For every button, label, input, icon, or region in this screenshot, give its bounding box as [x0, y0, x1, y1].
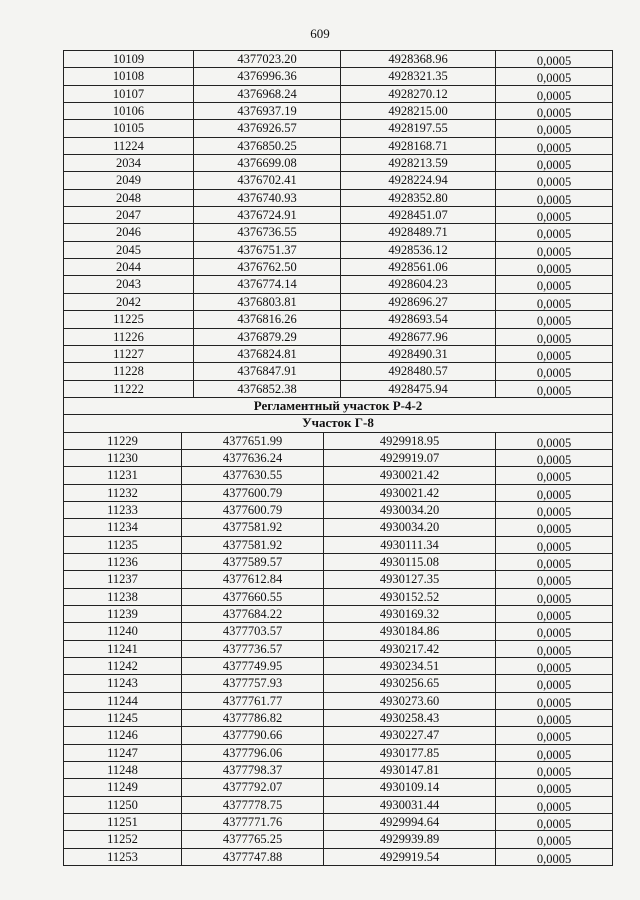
point-number-cell: 11232 [64, 485, 182, 501]
point-number-cell: 11226 [64, 329, 194, 345]
precision-cell: 0,0005 [536, 262, 572, 276]
precision-cell: 0,0005 [536, 383, 572, 397]
point-number-cell: 11239 [64, 606, 182, 622]
y-coordinate-cell: 4930258.43 [324, 710, 496, 726]
point-number-cell: 11231 [64, 467, 182, 483]
precision-cell: 0,0005 [536, 799, 572, 814]
precision-cell: 0,0005 [536, 175, 572, 189]
y-coordinate-cell: 4930147.81 [324, 762, 496, 778]
point-number-cell: 11242 [64, 658, 182, 674]
precision-cell: 0,0005 [536, 331, 572, 345]
point-number-cell: 11235 [64, 537, 182, 553]
x-coordinate-cell: 4377023.20 [194, 51, 341, 67]
y-coordinate-cell: 4928368.96 [341, 51, 496, 67]
point-number-cell: 2043 [64, 276, 194, 292]
x-coordinate-cell: 4376702.41 [194, 172, 341, 188]
x-coordinate-cell: 4376850.25 [194, 138, 341, 154]
point-number-cell: 11240 [64, 623, 182, 639]
point-number-cell: 2045 [64, 242, 194, 258]
x-coordinate-cell: 4376926.57 [194, 120, 341, 136]
y-coordinate-cell: 4928197.55 [341, 120, 496, 136]
precision-cell: 0,0005 [536, 626, 572, 640]
precision-cell: 0,0005 [536, 88, 572, 103]
point-number-cell: 11230 [64, 450, 182, 466]
y-coordinate-cell: 4930034.20 [324, 502, 496, 518]
precision-cell: 0,0005 [536, 556, 572, 571]
table-row [64, 154, 612, 171]
x-coordinate-cell: 4377736.57 [182, 641, 324, 657]
point-number-cell: 2049 [64, 172, 194, 188]
y-coordinate-cell: 4930021.42 [324, 467, 496, 483]
y-coordinate-cell: 4930021.42 [324, 485, 496, 501]
y-coordinate-cell: 4930111.34 [324, 537, 496, 553]
y-coordinate-cell: 4930169.32 [324, 606, 496, 622]
x-coordinate-cell: 4377684.22 [182, 606, 324, 622]
precision-cell: 0,0005 [536, 348, 572, 363]
x-coordinate-cell: 4376852.38 [194, 381, 341, 397]
x-coordinate-cell: 4376847.91 [194, 363, 341, 379]
point-number-cell: 11252 [64, 831, 182, 847]
y-coordinate-cell: 4928561.06 [341, 259, 496, 275]
point-number-cell: 11229 [64, 433, 182, 449]
precision-cell: 0,0005 [536, 487, 572, 501]
y-coordinate-cell: 4928475.94 [341, 381, 496, 397]
y-coordinate-cell: 4928604.23 [341, 276, 496, 292]
x-coordinate-cell: 4377660.55 [182, 589, 324, 605]
precision-cell: 0,0005 [536, 71, 572, 85]
point-number-cell: 2044 [64, 259, 194, 275]
table-row [64, 674, 612, 691]
coordinates-table [63, 50, 613, 866]
y-coordinate-cell: 4930152.52 [324, 589, 496, 605]
precision-cell: 0,0005 [536, 730, 572, 744]
table-row [64, 293, 612, 310]
table-row [64, 310, 612, 327]
y-coordinate-cell: 4929994.64 [324, 814, 496, 830]
point-number-cell: 11241 [64, 641, 182, 657]
page-number: 609 [310, 26, 330, 41]
point-number-cell: 11248 [64, 762, 182, 778]
x-coordinate-cell: 4376774.14 [194, 276, 341, 292]
point-number-cell: 11247 [64, 745, 182, 761]
table-row [64, 171, 612, 188]
y-coordinate-cell: 4930273.60 [324, 693, 496, 709]
table-row [64, 726, 612, 743]
precision-cell: 0,0005 [536, 522, 572, 536]
x-coordinate-cell: 4376762.50 [194, 259, 341, 275]
precision-cell: 0,0005 [536, 591, 572, 605]
y-coordinate-cell: 4928490.31 [341, 346, 496, 362]
y-coordinate-cell: 4930034.20 [324, 519, 496, 535]
x-coordinate-cell: 4377749.95 [182, 658, 324, 674]
precision-cell: 0,0005 [536, 470, 572, 484]
precision-cell: 0,0005 [536, 296, 572, 311]
x-coordinate-cell: 4377778.75 [182, 797, 324, 813]
table-row [64, 67, 612, 84]
x-coordinate-cell: 4376816.26 [194, 311, 341, 327]
precision-cell: 0,0005 [536, 158, 572, 172]
x-coordinate-cell: 4376724.91 [194, 207, 341, 223]
table-row [64, 223, 612, 240]
y-coordinate-cell: 4928480.57 [341, 363, 496, 379]
subsection-heading: Участок Г-8 [64, 414, 612, 431]
point-number-cell: 11224 [64, 138, 194, 154]
y-coordinate-cell: 4930109.14 [324, 779, 496, 795]
point-number-cell: 2048 [64, 190, 194, 206]
x-coordinate-cell: 4377790.66 [182, 727, 324, 743]
y-coordinate-cell: 4930256.65 [324, 675, 496, 691]
point-number-cell: 11253 [64, 849, 182, 865]
y-coordinate-cell: 4928536.12 [341, 242, 496, 258]
table-row [64, 761, 612, 778]
point-number-cell: 11244 [64, 693, 182, 709]
table-row [64, 657, 612, 674]
x-coordinate-cell: 4377651.99 [182, 433, 324, 449]
precision-cell: 0,0005 [536, 192, 572, 207]
x-coordinate-cell: 4377765.25 [182, 831, 324, 847]
point-number-cell: 11250 [64, 797, 182, 813]
point-number-cell: 11249 [64, 779, 182, 795]
x-coordinate-cell: 4376968.24 [194, 86, 341, 102]
precision-cell: 0,0005 [536, 106, 572, 120]
point-number-cell: 10109 [64, 51, 194, 67]
table-row [64, 50, 612, 67]
table-row [64, 275, 612, 292]
precision-cell: 0,0005 [536, 817, 572, 831]
x-coordinate-cell: 4377630.55 [182, 467, 324, 483]
table-row [64, 484, 612, 501]
y-coordinate-cell: 4929918.95 [324, 433, 496, 449]
point-number-cell: 11233 [64, 502, 182, 518]
x-coordinate-cell: 4377636.24 [182, 450, 324, 466]
table-row [64, 206, 612, 223]
precision-cell: 0,0005 [536, 661, 572, 675]
y-coordinate-cell: 4930177.85 [324, 745, 496, 761]
table-row [64, 605, 612, 622]
table-row [64, 570, 612, 587]
point-number-cell: 11225 [64, 311, 194, 327]
point-number-cell: 11228 [64, 363, 194, 379]
x-coordinate-cell: 4376996.36 [194, 68, 341, 84]
table-row [64, 345, 612, 362]
y-coordinate-cell: 4928168.71 [341, 138, 496, 154]
y-coordinate-cell: 4930227.47 [324, 727, 496, 743]
table-row [64, 328, 612, 345]
table-row [64, 640, 612, 657]
precision-cell: 0,0005 [536, 279, 572, 293]
precision-cell: 0,0005 [536, 504, 572, 519]
x-coordinate-cell: 4376879.29 [194, 329, 341, 345]
point-number-cell: 11243 [64, 675, 182, 691]
table-row [64, 380, 612, 397]
y-coordinate-cell: 4928215.00 [341, 103, 496, 119]
y-coordinate-cell: 4928270.12 [341, 86, 496, 102]
x-coordinate-cell: 4377761.77 [182, 693, 324, 709]
table-row [64, 449, 612, 466]
point-number-cell: 2047 [64, 207, 194, 223]
y-coordinate-cell: 4928693.54 [341, 311, 496, 327]
precision-cell: 0,0005 [536, 366, 572, 380]
point-number-cell: 11245 [64, 710, 182, 726]
y-coordinate-cell: 4928213.59 [341, 155, 496, 171]
table-row [64, 362, 612, 379]
precision-cell: 0,0005 [536, 782, 572, 796]
x-coordinate-cell: 4377589.57 [182, 554, 324, 570]
table-row [64, 692, 612, 709]
point-number-cell: 10105 [64, 120, 194, 136]
point-number-cell: 2046 [64, 224, 194, 240]
point-number-cell: 11238 [64, 589, 182, 605]
precision-cell: 0,0005 [536, 678, 572, 692]
table-row [64, 501, 612, 518]
point-number-cell: 10107 [64, 86, 194, 102]
x-coordinate-cell: 4377792.07 [182, 779, 324, 795]
point-number-cell: 10108 [64, 68, 194, 84]
x-coordinate-cell: 4376824.81 [194, 346, 341, 362]
x-coordinate-cell: 4376740.93 [194, 190, 341, 206]
y-coordinate-cell: 4929919.07 [324, 450, 496, 466]
x-coordinate-cell: 4377600.79 [182, 485, 324, 501]
precision-cell: 0,0005 [536, 643, 572, 658]
table-row [64, 622, 612, 639]
y-coordinate-cell: 4930115.08 [324, 554, 496, 570]
y-coordinate-cell: 4930217.42 [324, 641, 496, 657]
precision-cell: 0,0005 [536, 314, 572, 328]
y-coordinate-cell: 4928224.94 [341, 172, 496, 188]
y-coordinate-cell: 4930234.51 [324, 658, 496, 674]
table-row [64, 189, 612, 206]
y-coordinate-cell: 4928677.96 [341, 329, 496, 345]
precision-cell: 0,0005 [536, 747, 572, 762]
x-coordinate-cell: 4376803.81 [194, 294, 341, 310]
point-number-cell: 2042 [64, 294, 194, 310]
table-row [64, 241, 612, 258]
table-row [64, 102, 612, 119]
table-row [64, 813, 612, 830]
x-coordinate-cell: 4376937.19 [194, 103, 341, 119]
x-coordinate-cell: 4377612.84 [182, 571, 324, 587]
x-coordinate-cell: 4377796.06 [182, 745, 324, 761]
table-row [64, 796, 612, 813]
precision-cell: 0,0005 [536, 452, 572, 467]
precision-cell: 0,0005 [536, 713, 572, 727]
precision-cell: 0,0005 [536, 244, 572, 259]
precision-cell: 0,0005 [536, 851, 572, 866]
x-coordinate-cell: 4377703.57 [182, 623, 324, 639]
table-row [64, 536, 612, 553]
x-coordinate-cell: 4377771.76 [182, 814, 324, 830]
point-number-cell: 11246 [64, 727, 182, 743]
x-coordinate-cell: 4377786.82 [182, 710, 324, 726]
y-coordinate-cell: 4928451.07 [341, 207, 496, 223]
x-coordinate-cell: 4376736.55 [194, 224, 341, 240]
table-row [64, 553, 612, 570]
point-number-cell: 11236 [64, 554, 182, 570]
point-number-cell: 11222 [64, 381, 194, 397]
x-coordinate-cell: 4377600.79 [182, 502, 324, 518]
x-coordinate-cell: 4377581.92 [182, 537, 324, 553]
table-row [64, 137, 612, 154]
table-row [64, 119, 612, 136]
precision-cell: 0,0005 [536, 54, 572, 68]
precision-cell: 0,0005 [536, 140, 572, 155]
point-number-cell: 10106 [64, 103, 194, 119]
precision-cell: 0,0005 [536, 834, 572, 848]
y-coordinate-cell: 4929939.89 [324, 831, 496, 847]
table-row [64, 85, 612, 102]
point-number-cell: 11251 [64, 814, 182, 830]
table-body-lower [64, 432, 612, 866]
x-coordinate-cell: 4377747.88 [182, 849, 324, 865]
precision-cell: 0,0005 [536, 123, 572, 137]
table-body-upper [64, 50, 612, 397]
precision-cell: 0,0005 [536, 210, 572, 224]
x-coordinate-cell: 4376751.37 [194, 242, 341, 258]
precision-cell: 0,0005 [536, 574, 572, 588]
x-coordinate-cell: 4377581.92 [182, 519, 324, 535]
y-coordinate-cell: 4928696.27 [341, 294, 496, 310]
x-coordinate-cell: 4377757.93 [182, 675, 324, 691]
point-number-cell: 11234 [64, 519, 182, 535]
precision-cell: 0,0005 [536, 227, 572, 241]
table-row [64, 466, 612, 483]
table-row [64, 744, 612, 761]
y-coordinate-cell: 4930184.86 [324, 623, 496, 639]
point-number-cell: 11237 [64, 571, 182, 587]
y-coordinate-cell: 4928321.35 [341, 68, 496, 84]
table-row [64, 258, 612, 275]
point-number-cell: 11227 [64, 346, 194, 362]
precision-cell: 0,0005 [536, 435, 572, 449]
table-row [64, 518, 612, 535]
x-coordinate-cell: 4376699.08 [194, 155, 341, 171]
precision-cell: 0,0005 [536, 539, 572, 553]
point-number-cell: 2034 [64, 155, 194, 171]
x-coordinate-cell: 4377798.37 [182, 762, 324, 778]
precision-cell: 0,0005 [536, 609, 572, 623]
table-row [64, 778, 612, 795]
table-row [64, 432, 612, 449]
y-coordinate-cell: 4928489.71 [341, 224, 496, 240]
y-coordinate-cell: 4929919.54 [324, 849, 496, 865]
y-coordinate-cell: 4928352.80 [341, 190, 496, 206]
table-row [64, 848, 612, 865]
y-coordinate-cell: 4930031.44 [324, 797, 496, 813]
table-row [64, 709, 612, 726]
precision-cell: 0,0005 [536, 765, 572, 779]
y-coordinate-cell: 4930127.35 [324, 571, 496, 587]
table-row [64, 830, 612, 847]
section-heading: Регламентный участок Р-4-2 [64, 397, 612, 414]
table-row [64, 588, 612, 605]
precision-cell: 0,0005 [536, 695, 572, 710]
